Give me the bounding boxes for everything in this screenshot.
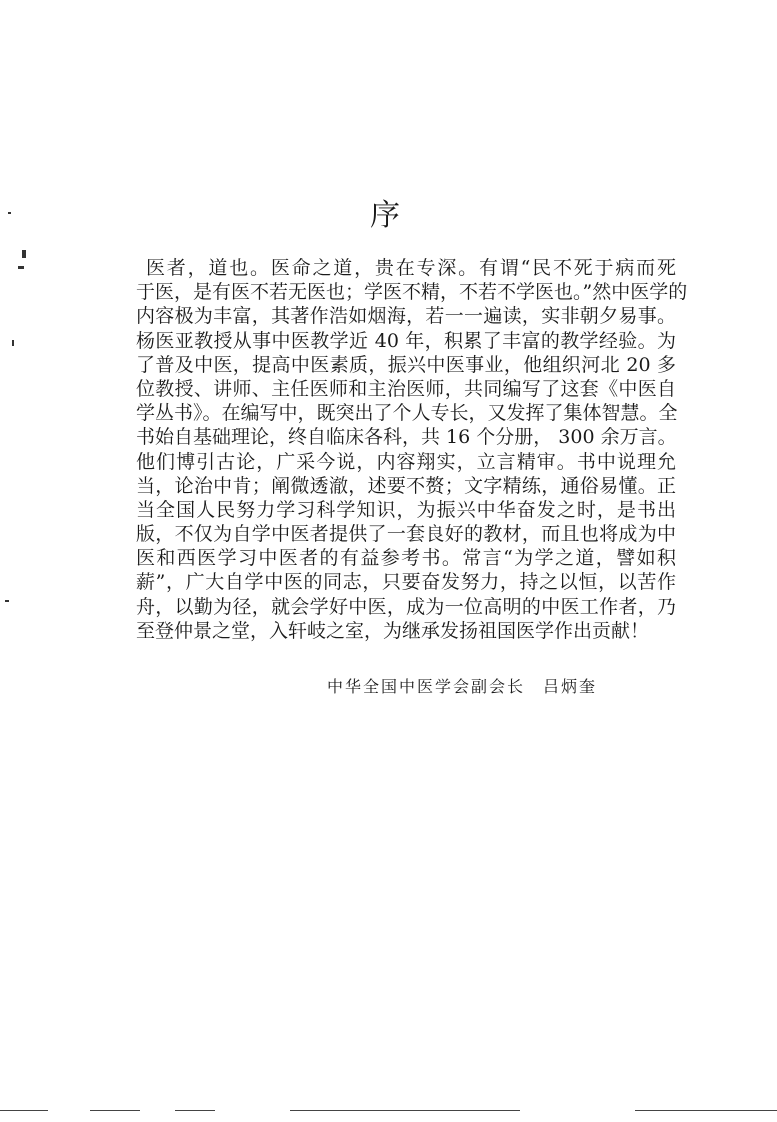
scan-mark [22, 250, 26, 258]
scan-edge-line [90, 1110, 140, 1111]
text-line: 医和西医学习中医者的有益参考书。常言“为学之道，譬如积 [136, 547, 676, 570]
scan-edge-line [0, 1110, 48, 1111]
scan-edge-line [290, 1110, 520, 1111]
signature-name: 吕炳奎 [543, 677, 598, 696]
signature-position: 中华全国中医学会副会长 [327, 677, 526, 696]
scan-mark [5, 600, 9, 602]
text-line: 薪”，广大自学中医的同志，只要奋发努力，持之以恒，以苦作 [136, 571, 676, 594]
scan-mark [18, 266, 24, 269]
preface-body [136, 256, 688, 643]
text-line: 舟，以勤为径，就会学好中医，成为一位高明的中医工作者，乃 [136, 595, 676, 618]
text-line: 了普及中医，提高中医素质，振兴中医事业，他组织河北 20 多 [136, 353, 676, 376]
scan-edge-line [175, 1110, 215, 1111]
text-line: 他们博引古论，广采今说，内容翔实，立言精审。书中说理允 [136, 450, 676, 473]
scan-mark [12, 340, 14, 346]
text-line: 当，论治中肯；阐微透澈，述要不赘；文字精练，通俗易懂。正 [136, 474, 676, 497]
text-line: 至登仲景之堂，入轩岐之室，为继承发扬祖国医学作出贡献！ [136, 619, 650, 642]
scan-mark [8, 212, 11, 214]
text-line: 版，不仅为自学中医者提供了一套良好的教材，而且也将成为中 [136, 523, 676, 546]
text-line: 位教授、讲师、主任医师和主治医师，共同编写了这套《中医自 [136, 377, 676, 400]
text-line: 杨医亚教授从事中医教学近 40 年，积累了丰富的教学经验。为 [136, 329, 676, 352]
scan-edge-line [635, 1110, 777, 1111]
preface-title: 序 [370, 198, 400, 233]
text-line: 内容极为丰富，其著作浩如烟海，若一一遍读，实非朝夕易事。 [136, 305, 676, 328]
text-line: 当全国人民努力学习科学知识，为振兴中华奋发之时，是书出 [136, 498, 676, 521]
text-line: 于医，是有医不若无医也；学医不精，不若不学医也。”然中医学的 [136, 281, 688, 304]
text-line: 书始自基础理论，终自临床各科，共 16 个分册， 300 余万言。 [136, 426, 677, 449]
signature [327, 674, 597, 697]
text-line: 学丛书》。在编写中，既突出了个人专长，又发挥了集体智慧。全 [136, 402, 678, 425]
text-line: 医者，道也。医命之道，贵在专深。有谓“民不死于病而死 [146, 257, 676, 279]
